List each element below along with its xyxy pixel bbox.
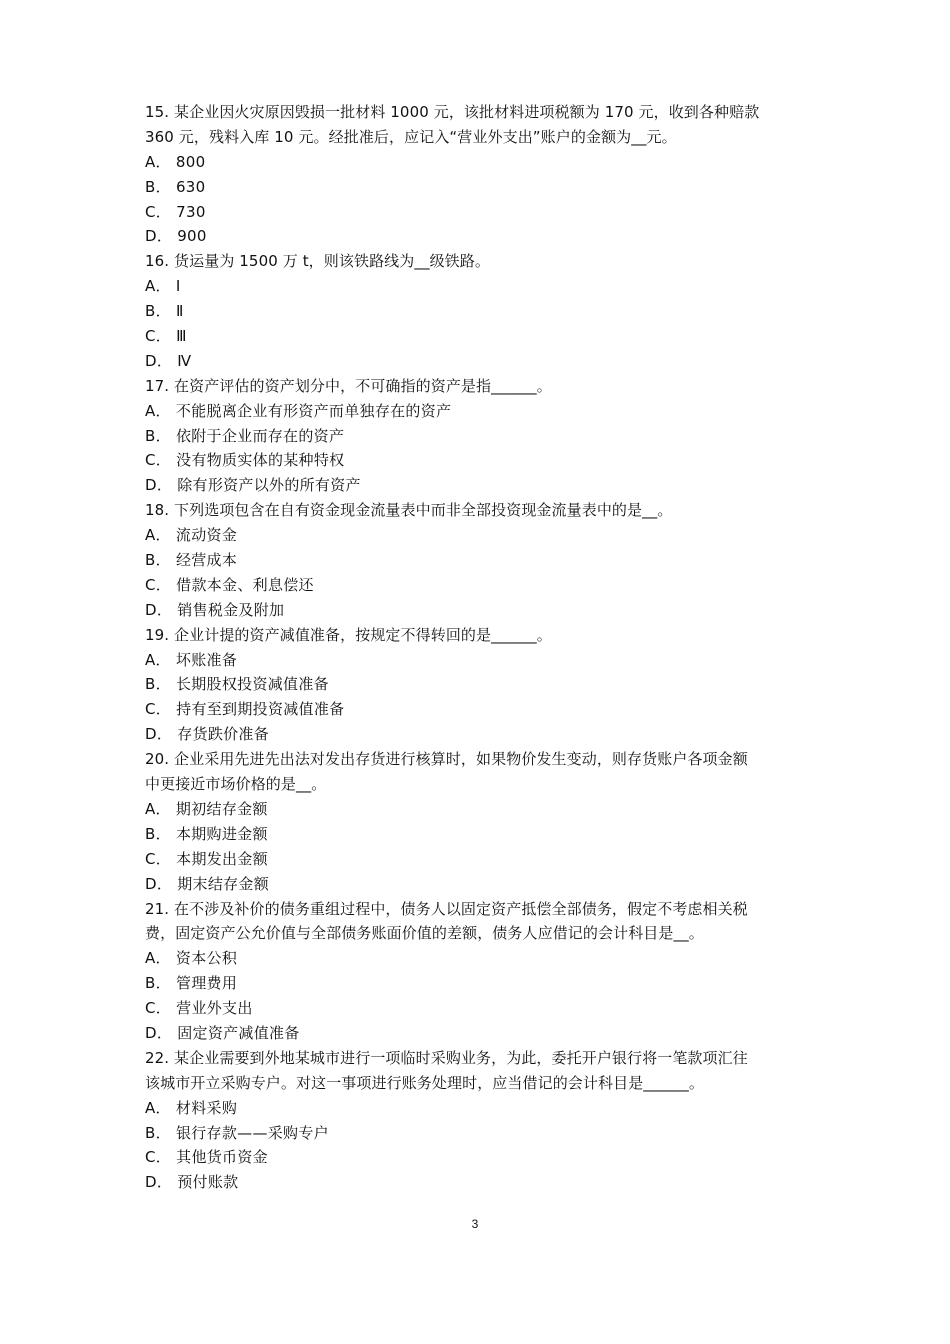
answer-option: C． 本期发出金额 <box>145 849 268 868</box>
answer-option: A． 流动资金 <box>145 526 238 545</box>
question-stem <box>145 374 817 399</box>
option-list <box>145 274 817 374</box>
question-stem <box>145 498 817 523</box>
question-line: 20. 企业采用先进先出法对发出存货进行核算时，如果物价发生变动，则存货账户各项金额 <box>145 750 748 769</box>
page-number: 3 <box>471 1217 479 1231</box>
answer-option: D． 固定资产减值准备 <box>145 1023 300 1042</box>
answer-option: B． 630 <box>145 177 206 196</box>
question-block <box>145 897 817 1046</box>
question-stem <box>145 1046 817 1096</box>
answer-option: A． 期初结存金额 <box>145 799 268 818</box>
answer-option: D． 预付账款 <box>145 1173 239 1192</box>
option-list <box>145 946 817 1046</box>
question-block <box>145 1046 817 1195</box>
question-line: 16. 货运量为 1500 万 t，则该铁路线为__级铁路。 <box>145 252 490 271</box>
option-list <box>145 1096 817 1196</box>
question-line: 360 元，残料入库 10 元。经批准后，应记入“营业外支出”账户的金额为__元。 <box>145 127 677 146</box>
question-block <box>145 498 817 622</box>
answer-option: C． 借款本金、利息偿还 <box>145 575 314 594</box>
question-line: 17. 在资产评估的资产划分中，不可确指的资产是指______。 <box>145 376 552 395</box>
answer-option: C． 其他货币资金 <box>145 1148 268 1167</box>
option-list <box>145 150 817 250</box>
answer-option: B． Ⅱ <box>145 302 184 321</box>
question-block <box>145 249 817 373</box>
answer-option: D． Ⅳ <box>145 351 192 370</box>
answer-option: D． 除有形资产以外的所有资产 <box>145 476 361 495</box>
option-list <box>145 399 817 499</box>
answer-option: B． 依附于企业而存在的资产 <box>145 426 345 445</box>
question-block <box>145 100 817 249</box>
question-line: 21. 在不涉及补价的债务重组过程中，债务人以固定资产抵偿全部债务，假定不考虑相关税 <box>145 899 748 918</box>
question-stem <box>145 100 817 150</box>
question-line: 中更接近市场价格的是__。 <box>145 775 327 794</box>
question-stem <box>145 249 817 274</box>
answer-option: D． 销售税金及附加 <box>145 600 285 619</box>
answer-option: D． 存货跌价准备 <box>145 725 270 744</box>
answer-option: A． 资本公积 <box>145 949 238 968</box>
answer-option: A． 800 <box>145 152 206 171</box>
answer-option: A． Ⅰ <box>145 277 181 296</box>
answer-option: C． 没有物质实体的某种特权 <box>145 451 345 470</box>
question-stem <box>145 747 817 797</box>
question-block <box>145 623 817 747</box>
question-block <box>145 374 817 498</box>
answer-option: A． 坏账准备 <box>145 650 238 669</box>
answer-option: A． 材料采购 <box>145 1098 238 1117</box>
answer-option: C． 持有至到期投资减值准备 <box>145 700 345 719</box>
answer-option: D． 期末结存金额 <box>145 874 270 893</box>
question-line: 19. 企业计提的资产减值准备，按规定不得转回的是______。 <box>145 625 552 644</box>
option-list <box>145 523 817 623</box>
answer-option: A． 不能脱离企业有形资产而单独存在的资产 <box>145 401 452 420</box>
question-line: 22. 某企业需要到外地某城市进行一项临时采购业务，为此，委托开户银行将一笔款项汇往 <box>145 1048 748 1067</box>
question-stem <box>145 623 817 648</box>
answer-option: C． 营业外支出 <box>145 999 253 1018</box>
answer-option: B． 经营成本 <box>145 551 238 570</box>
question-line: 该城市开立采购专户。对这一事项进行账务处理时，应当借记的会计科目是______。 <box>145 1073 705 1092</box>
answer-option: B． 长期股权投资减值准备 <box>145 675 329 694</box>
option-list <box>145 648 817 748</box>
option-list <box>145 797 817 897</box>
question-line: 费，固定资产公允价值与全部债务账面价值的差额，债务人应借记的会计科目是__。 <box>145 924 704 943</box>
answer-option: D． 900 <box>145 227 207 246</box>
question-line: 18. 下列选项包含在自有资金现金流量表中而非全部投资现金流量表中的是__。 <box>145 501 673 520</box>
answer-option: B． 银行存款——采购专户 <box>145 1123 329 1142</box>
question-block <box>145 747 817 896</box>
answer-option: C． 730 <box>145 202 206 221</box>
answer-option: B． 管理费用 <box>145 974 238 993</box>
answer-option: C． Ⅲ <box>145 327 187 346</box>
question-line: 15. 某企业因火灾原因毁损一批材料 1000 元，该批材料进项税额为 170 元，收到各种赔款 <box>145 103 760 121</box>
answer-option: B． 本期购进金额 <box>145 824 268 843</box>
question-list <box>145 100 817 1195</box>
question-stem <box>145 897 817 947</box>
